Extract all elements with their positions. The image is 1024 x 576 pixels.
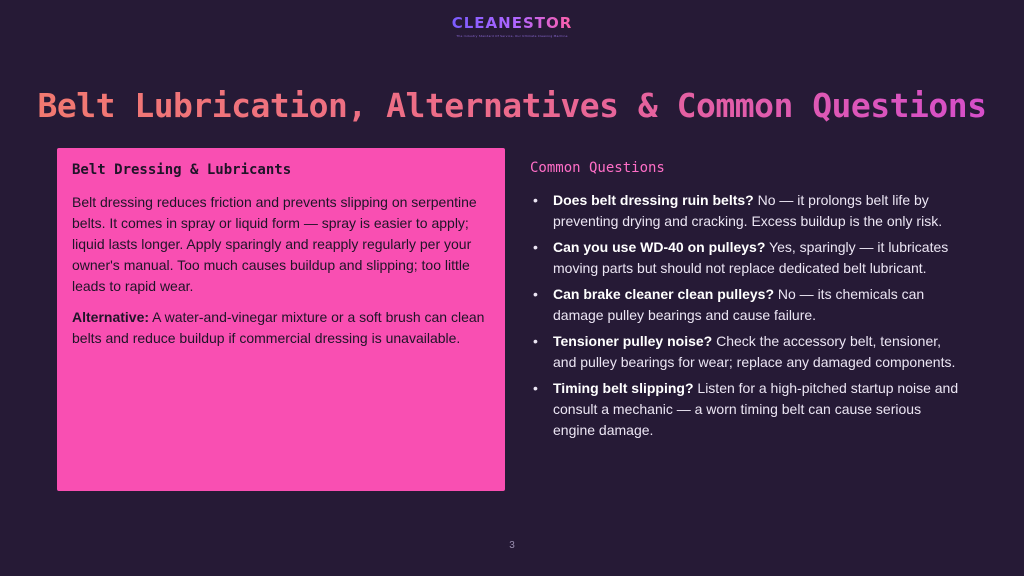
alternative-text: A water-and-vinegar mixture or a soft brush can clean belts and reduce buildup if commercial dressing is unavailable. [72, 309, 485, 346]
brand-tagline: The Industry Standard Of Service, Our Ultimate Cleaning Machine [456, 34, 568, 38]
faq-question: Can you use WD-40 on pulleys? [553, 239, 766, 255]
faq-answer: Check the accessory belt, tensioner, and pulley bearings for wear; replace any damaged components. [553, 333, 956, 370]
card-alternative [72, 307, 490, 349]
brand-name: CLEANESTOR [451, 14, 573, 32]
card-body: Belt dressing reduces friction and prevents slipping on serpentine belts. It comes in spray or liquid form — spray is easier to apply; liquid lasts longer. Apply sparingly and reapply regularly per your owner's manual. Too much causes buildup and slipping; too little leads to rapid wear. [72, 194, 477, 294]
faq-question: Tensioner pulley noise? [553, 333, 713, 349]
faq-heading: Common Questions [530, 160, 665, 176]
faq-answer: Yes, sparingly — it lubricates moving parts but should not replace dedicated belt lubricant. [553, 239, 949, 276]
slide-title: Belt Lubrication, Alternatives & Common Questions [0, 86, 1024, 125]
belt-dressing-card [57, 148, 505, 491]
bullet-icon: • [533, 333, 538, 349]
faq-answer: Listen for a high-pitched startup noise and consult a mechanic — a worn timing belt can cause serious engine damage. [553, 380, 959, 438]
bullet-icon: • [533, 380, 538, 396]
faq-answer: No — its chemicals can damage pulley bearings and cause failure. [553, 286, 925, 323]
brand-logo [0, 14, 1024, 38]
bullet-icon: • [533, 239, 538, 255]
faq-answer: No — it prolongs belt life by preventing drying and cracking. Excess buildup is the only risk. [553, 192, 943, 229]
bullet-icon: • [533, 192, 538, 208]
faq-question: Does belt dressing ruin belts? [553, 192, 754, 208]
bullet-icon: • [533, 286, 538, 302]
alternative-label: Alternative: [72, 309, 150, 325]
faq-item [530, 190, 960, 232]
faq-item [530, 284, 960, 326]
faq-list [530, 190, 960, 441]
faq-question: Timing belt slipping? [553, 380, 694, 396]
faq-item [530, 378, 960, 441]
card-heading: Belt Dressing & Lubricants [72, 162, 292, 178]
common-questions-section [530, 160, 960, 446]
faq-item [530, 237, 960, 279]
faq-item [530, 331, 960, 373]
page-number: 3 [509, 540, 515, 551]
faq-question: Can brake cleaner clean pulleys? [553, 286, 774, 302]
